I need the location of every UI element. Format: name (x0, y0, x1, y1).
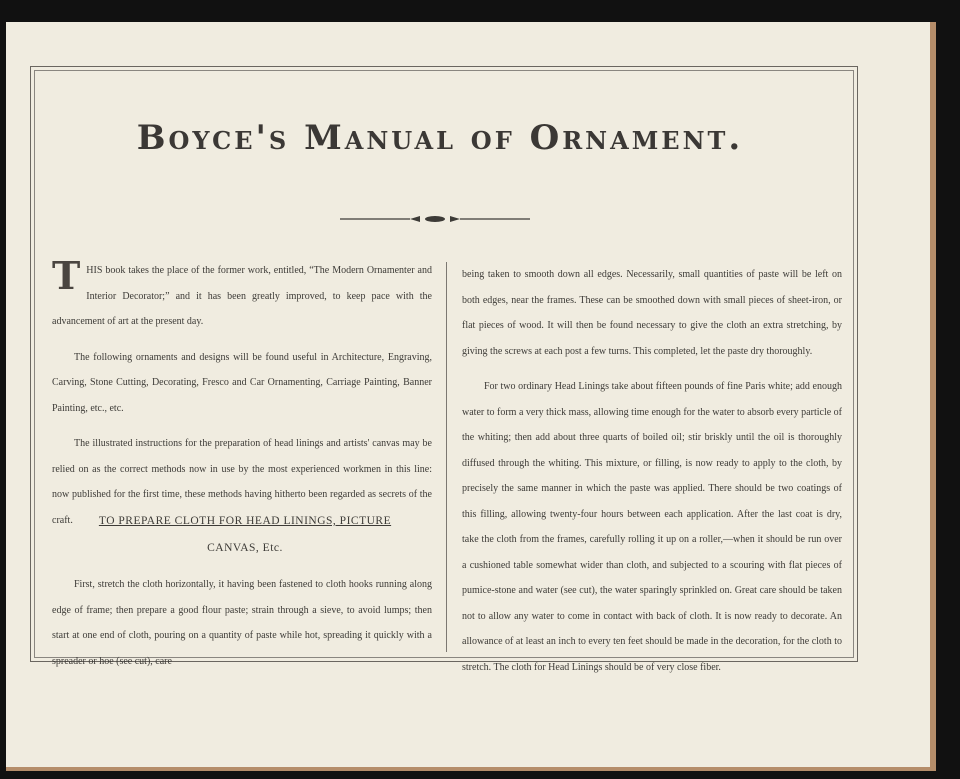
intro-paragraph: HIS book takes the place of the former work, entitled, “The Modern Ornamenter and Interior Decorator;” and it has been greatly improved, to keep pace with the advancement of art at the present day. (52, 265, 432, 327)
left-column (52, 253, 432, 543)
ornament-divider-icon (340, 212, 530, 226)
drop-cap: T (52, 253, 81, 298)
right-column (462, 262, 842, 690)
first-step-paragraph: First, stretch the cloth horizontally, it having been fastened to cloth hooks running along edge of frame; then prepare a good flour paste; strain through a sieve, to avoid lumps; then start at one end of cloth, pouring on a quantity of paste while hot, spreading it quickly with a spreader or hoe (see cut), care (52, 579, 432, 667)
paste-paragraph: being taken to smooth down all edges. Necessarily, small quantities of paste will be left on both edges, near the frames. These can be smoothed down with small pieces of sheet-iron, or flat pieces of wood. It will then be found necessary to give the cloth an extra stretching, by giving the screws at each post a few turns. This completed, let the paste dry thoroughly. (462, 269, 842, 357)
section-heading (60, 508, 430, 562)
section-heading-line1: TO PREPARE CLOTH FOR HEAD LININGS, PICTURE (98, 515, 392, 527)
column-divider (446, 262, 447, 652)
page-title: Boyce's Manual of Ornament. (136, 118, 744, 158)
uses-paragraph: The following ornaments and designs will be found useful in Architecture, Engraving, Carving, Stone Cutting, Decorating, Fresco and Car Ornamenting, Carriage Painting, Banner Painting, etc., etc. (52, 351, 432, 414)
left-column-bottom (52, 572, 432, 684)
head-linings-paragraph: For two ordinary Head Linings take about fifteen pounds of fine Paris white; add enough water to form a very thick mass, allowing time enough for the water to absorb every particle of the whiting; then add about three quarts of boiled oil; stir briskly until the oil is thoroughly diffused through the whiting. This mixture, or filling, is now ready to apply to the cloth, by precisely the same manner in which the paste was applied. There should be two coatings of this filling, allowing twenty-four hours between each application. After the last coat is dry, take the cloth from the frames, carefully rolling it up on a roller,—when it should be run over a cushioned table somewhat wider than cloth, and subjected to a scouring with flat pieces of pumice-stone and water (see cut), the water sparingly sprinkled on. Great care should be taken not to allow any water to come in contact with back of cloth. It is now ready to decorate. An allowance of at least an inch to every ten feet should be made in the decoration, for the cloth to stretch. The cloth for Head Linings should be of very close fiber. (462, 381, 842, 673)
section-heading-line2: CANVAS, Etc. (207, 542, 283, 554)
instructions-paragraph: The illustrated instructions for the preparation of head linings and artists' canvas may be relied on as the correct methods now in use by the most experienced workmen in this line: now published for the first time, these methods having hitherto been regarded as secrets of the craft. (52, 438, 432, 526)
